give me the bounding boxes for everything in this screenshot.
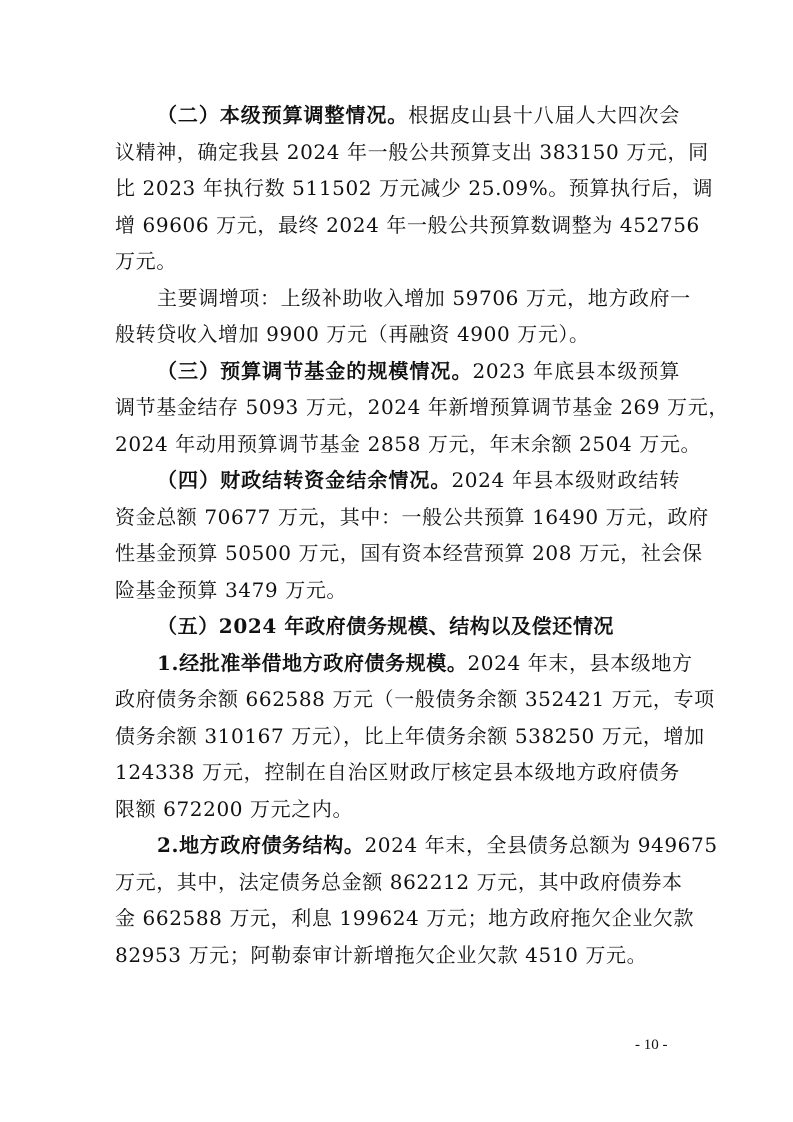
paragraph-stabilization-fund <box>115 353 729 463</box>
paragraph-line: 2.地方政府债务结构。2024 年末，全县债务总额为 949675 <box>157 833 718 857</box>
paragraph-line: 限额 672200 万元之内。 <box>115 796 354 821</box>
subsection-heading: 1.经批准举借地方政府债务规模。 <box>157 650 468 675</box>
paragraph-main-increases <box>115 280 691 353</box>
paragraph-line: 增 69606 万元，最终 2024 年一般公共预算数调整为 452756 <box>115 212 700 237</box>
section-heading: （二）本级预算调整情况。 <box>157 103 409 127</box>
paragraph-line: 金 662588 万元，利息 199624 万元；地方政府拖欠企业欠款 <box>115 906 695 930</box>
section-heading-debt: （五）2024 年政府债务规模、结构以及偿还情况 <box>157 614 615 638</box>
paragraph-line: （二）本级预算调整情况。根据皮山县十八届人大四次会 <box>157 103 680 127</box>
paragraph-debt-structure <box>115 827 718 973</box>
paragraph-line: 2024 年动用预算调节基金 2858 万元，年末余额 2504 万元。 <box>115 431 702 456</box>
document-body <box>115 97 729 973</box>
paragraph-line: 债务余额 310167 万元），比上年债务余额 538250 万元，增加 <box>115 723 705 748</box>
paragraph-budget-adjustment <box>115 97 714 280</box>
paragraph-line: 万元。 <box>115 249 177 273</box>
paragraph-line: 资金总额 70677 万元，其中：一般公共预算 16490 万元，政府 <box>115 504 709 529</box>
paragraph-carryover-funds <box>115 462 709 608</box>
paragraph-line: 调节基金结存 5093 万元，2024 年新增预算调节基金 269 万元， <box>115 395 729 419</box>
paragraph-line: 性基金预算 50500 万元，国有资本经营预算 208 万元，社会保 <box>115 541 703 565</box>
subsection-heading: 2.地方政府债务结构。 <box>157 833 365 857</box>
paragraph-line: （三）预算调节基金的规模情况。2023 年底县本级预算 <box>157 358 680 383</box>
paragraph-line: 政府债务余额 662588 万元（一般债务余额 352421 万元，专项 <box>115 687 715 711</box>
paragraph-line: 般转贷收入增加 9900 万元（再融资 4900 万元）。 <box>115 322 590 346</box>
paragraph-line: 议精神，确定我县 2024 年一般公共预算支出 383150 万元，同 <box>115 139 709 164</box>
paragraph-line: 万元，其中，法定债务总金额 862212 万元，其中政府债券本 <box>115 869 683 894</box>
paragraph-line: 82953 万元；阿勒泰审计新增拖欠企业欠款 4510 万元。 <box>115 942 648 967</box>
section-heading: （三）预算调节基金的规模情况。 <box>157 358 473 383</box>
paragraph-line: 险基金预算 3479 万元。 <box>115 577 348 602</box>
paragraph-line: 124338 万元，控制在自治区财政厅核定县本级地方政府债务 <box>115 760 680 784</box>
paragraph-line: 主要调增项：上级补助收入增加 59706 万元，地方政府一 <box>157 285 691 310</box>
paragraph-debt-scale <box>115 645 715 828</box>
section-heading: （四）财政结转资金结余情况。 <box>157 468 452 492</box>
paragraph-line: 比 2023 年执行数 511502 万元减少 25.09%。预算执行后，调 <box>115 176 714 200</box>
paragraph-line: 1.经批准举借地方政府债务规模。2024 年末，县本级地方 <box>157 650 693 675</box>
paragraph-line: （四）财政结转资金结余情况。2024 年县本级财政结转 <box>157 468 680 492</box>
page-number: - 10 - <box>635 1037 668 1053</box>
